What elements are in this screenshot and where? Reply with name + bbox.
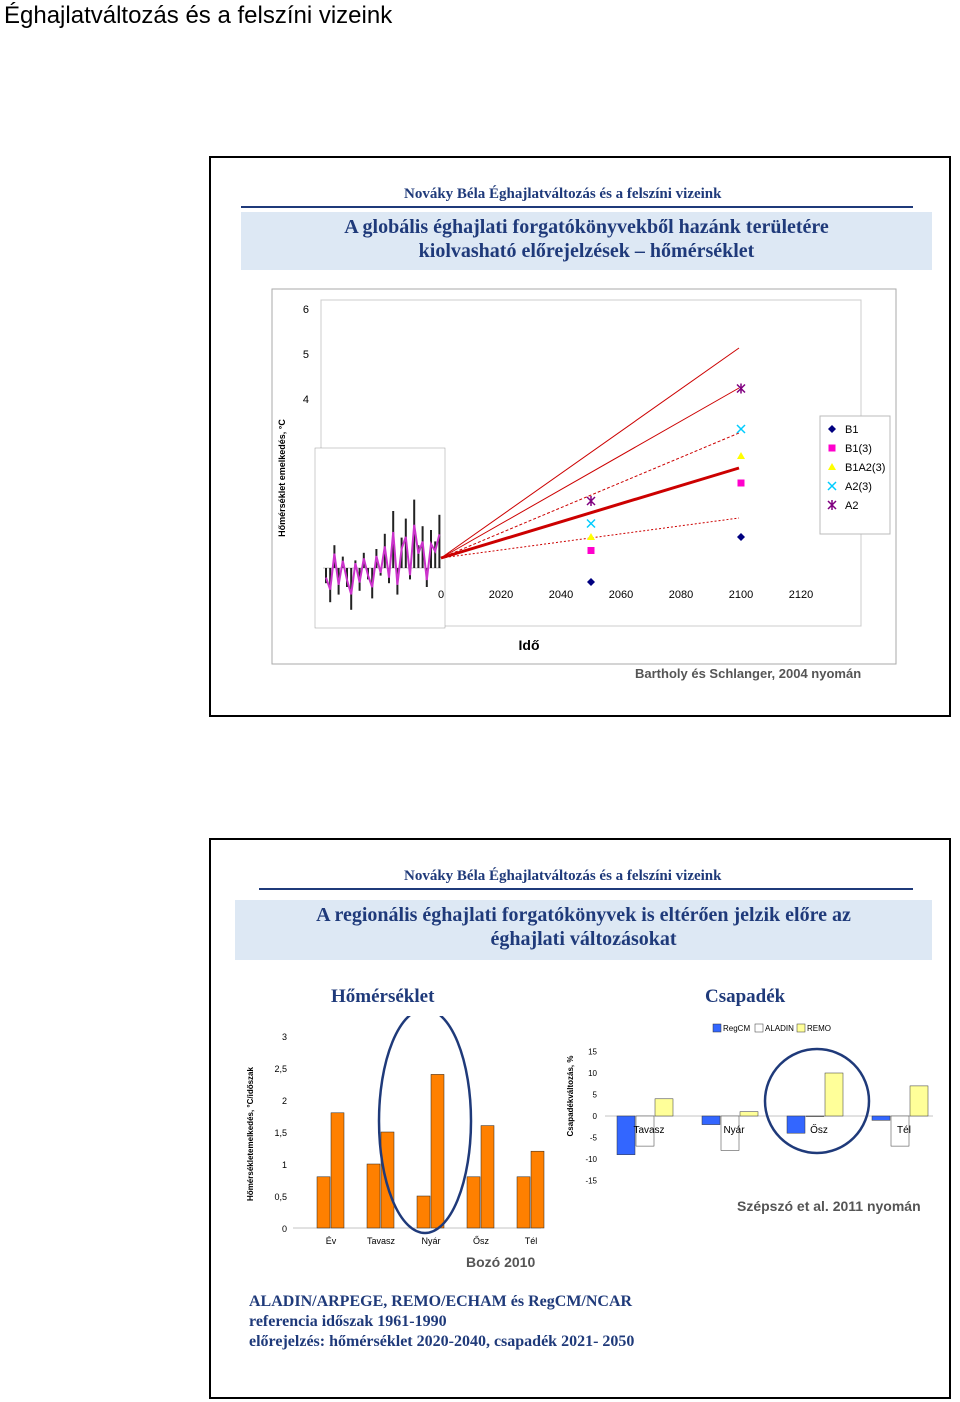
temp-y-tick: 1,5: [274, 1128, 287, 1138]
slide-banner: [241, 212, 932, 270]
precip-y-tick: -15: [585, 1176, 597, 1186]
banner-line-1: A regionális éghajlati forgatókönyvek is eltérően jelzik előre az: [316, 904, 851, 926]
slide-banner: [235, 900, 932, 960]
legend-marker: [829, 445, 836, 452]
legend-label: B1A2(3): [845, 462, 886, 474]
note-line-1: ALADIN/ARPEGE, REMO/ECHAM és RegCM/NCAR: [249, 1293, 633, 1310]
marker-b13: [588, 547, 595, 554]
source-credit: Bartholy és Schlanger, 2004 nyomán: [635, 666, 862, 681]
precip-legend-label: RegCM: [723, 1024, 751, 1033]
historical-inset: [315, 448, 445, 628]
x-tick-2120: 2120: [788, 589, 814, 601]
legend-label: A2(3): [845, 481, 872, 493]
banner-line-2: éghajlati változásokat: [490, 928, 677, 950]
precip-credit: Szépszó et al. 2011 nyomán: [737, 1198, 921, 1214]
temp-y-tick: 2: [281, 1096, 287, 1106]
temp-bar: [417, 1196, 430, 1228]
temp-bar: [381, 1132, 394, 1228]
precip-legend-label: ALADIN: [765, 1024, 794, 1033]
precip-x-tick: Tél: [897, 1125, 911, 1136]
legend-label: B1: [845, 424, 859, 436]
legend-label: B1(3): [845, 443, 872, 455]
precip-bar: [806, 1116, 824, 1117]
temp-bar: [317, 1177, 330, 1228]
x-tick-2100: 2100: [728, 589, 754, 601]
precip-bar: [655, 1099, 673, 1116]
temp-bar: [331, 1113, 344, 1228]
banner-line-2: kiolvasható előrejelzések – hőmérséklet: [418, 240, 755, 262]
temp-bar: [517, 1177, 530, 1228]
inset-frame: [315, 448, 445, 628]
precip-y-tick: -10: [585, 1155, 597, 1164]
temperature-bar-chart: [241, 1016, 561, 1252]
temp-bar: [481, 1126, 494, 1228]
header-rule: [241, 206, 913, 208]
precip-bar: [702, 1116, 720, 1125]
header-rule: [259, 888, 913, 890]
temperature-title: Hőmérséklet: [331, 986, 435, 1007]
x-tick-2060: 2060: [608, 589, 634, 601]
legend: [820, 416, 890, 534]
y-tick-6: 6: [302, 304, 309, 316]
temp-bars: [317, 1074, 544, 1246]
temperature-scenario-chart: [271, 288, 899, 668]
precip-y-tick: 15: [588, 1047, 597, 1057]
precip-bar: [787, 1116, 805, 1133]
y-axis-label: Hőmérséklet emelkedés, °C: [277, 419, 287, 537]
temp-y-tick: 0,5: [274, 1192, 287, 1202]
precipitation-title: Csapadék: [705, 986, 786, 1007]
autumn-highlight-ellipse: [765, 1049, 869, 1153]
slide-regional-scenarios: [209, 838, 951, 1399]
marker-b13: [738, 480, 745, 487]
x-tick-2040: 2040: [548, 589, 574, 601]
temp-bar: [467, 1177, 480, 1228]
temp-y-tick: 0: [281, 1224, 287, 1234]
precip-bar: [872, 1116, 890, 1120]
x-axis-label: Idő: [518, 637, 540, 653]
precip-legend-label: REMO: [807, 1024, 831, 1033]
x-tick-0: 0: [437, 589, 445, 601]
precip-legend: [713, 1024, 831, 1033]
note-line-3: előrejelzés: hőmérséklet 2020-2040, csapadék 2021- 2050: [249, 1333, 635, 1350]
legend-label: A2: [845, 500, 859, 512]
temp-x-tick: Ősz: [472, 1236, 490, 1246]
temp-y-tick: 1: [281, 1160, 287, 1170]
temp-x-tick: Nyár: [421, 1236, 441, 1246]
precip-y-ticks: [585, 1048, 597, 1186]
temp-x-tick: Tél: [524, 1236, 538, 1246]
slide-global-scenarios: [209, 156, 951, 717]
precip-legend-swatch: [755, 1024, 763, 1032]
precip-bar: [617, 1116, 635, 1155]
precip-legend-swatch: [713, 1024, 721, 1032]
temp-x-tick: Év: [325, 1236, 337, 1246]
precipitation-bar-chart: [561, 1016, 936, 1206]
temp-bar: [531, 1151, 544, 1228]
method-note: [249, 1292, 634, 1352]
temp-y-tick: 2,5: [274, 1064, 287, 1074]
precip-legend-swatch: [797, 1024, 805, 1032]
temp-bar: [367, 1164, 380, 1228]
slide-header: Nováky Béla Éghajlatváltozás és a felszíni vizeink: [404, 868, 722, 884]
temp-y-tick: 3: [281, 1032, 287, 1042]
temp-credit: Bozó 2010: [466, 1254, 536, 1270]
banner-line-1: A globális éghajlati forgatókönyvekből hazánk területére: [344, 216, 829, 238]
precip-bar: [825, 1073, 843, 1116]
page-title: Éghajlatváltozás és a felszíni vizeink: [4, 2, 393, 29]
inset-bar: [438, 515, 440, 568]
x-tick-2020: 2020: [488, 589, 514, 601]
temp-y-ticks: [274, 1032, 287, 1234]
precip-bar: [740, 1112, 758, 1116]
precip-y-tick: 5: [592, 1090, 597, 1100]
precip-bars: [617, 1073, 928, 1155]
precip-y-tick: 0: [592, 1112, 597, 1121]
precip-y-tick: -5: [589, 1133, 597, 1143]
precip-x-tick: Nyár: [723, 1125, 745, 1136]
temp-y-label: Hőmérsékletemelkedés, °C/időszak: [246, 1067, 255, 1201]
temp-bar: [431, 1074, 444, 1228]
precip-y-tick: 10: [588, 1069, 597, 1078]
precip-x-tick: Ősz: [810, 1125, 828, 1136]
y-tick-4: 4: [302, 394, 309, 406]
note-line-2: referencia időszak 1961-1990: [249, 1313, 447, 1330]
slide-header: Nováky Béla Éghajlatváltozás és a felszíni vizeink: [404, 186, 722, 202]
temp-x-tick: Tavasz: [366, 1236, 396, 1246]
y-tick-5: 5: [302, 349, 309, 361]
x-tick-2080: 2080: [668, 589, 694, 601]
precip-bar: [910, 1086, 928, 1116]
precip-y-label: Csapadékváltozás, %: [566, 1055, 575, 1137]
precip-x-tick: Tavasz: [633, 1125, 665, 1136]
